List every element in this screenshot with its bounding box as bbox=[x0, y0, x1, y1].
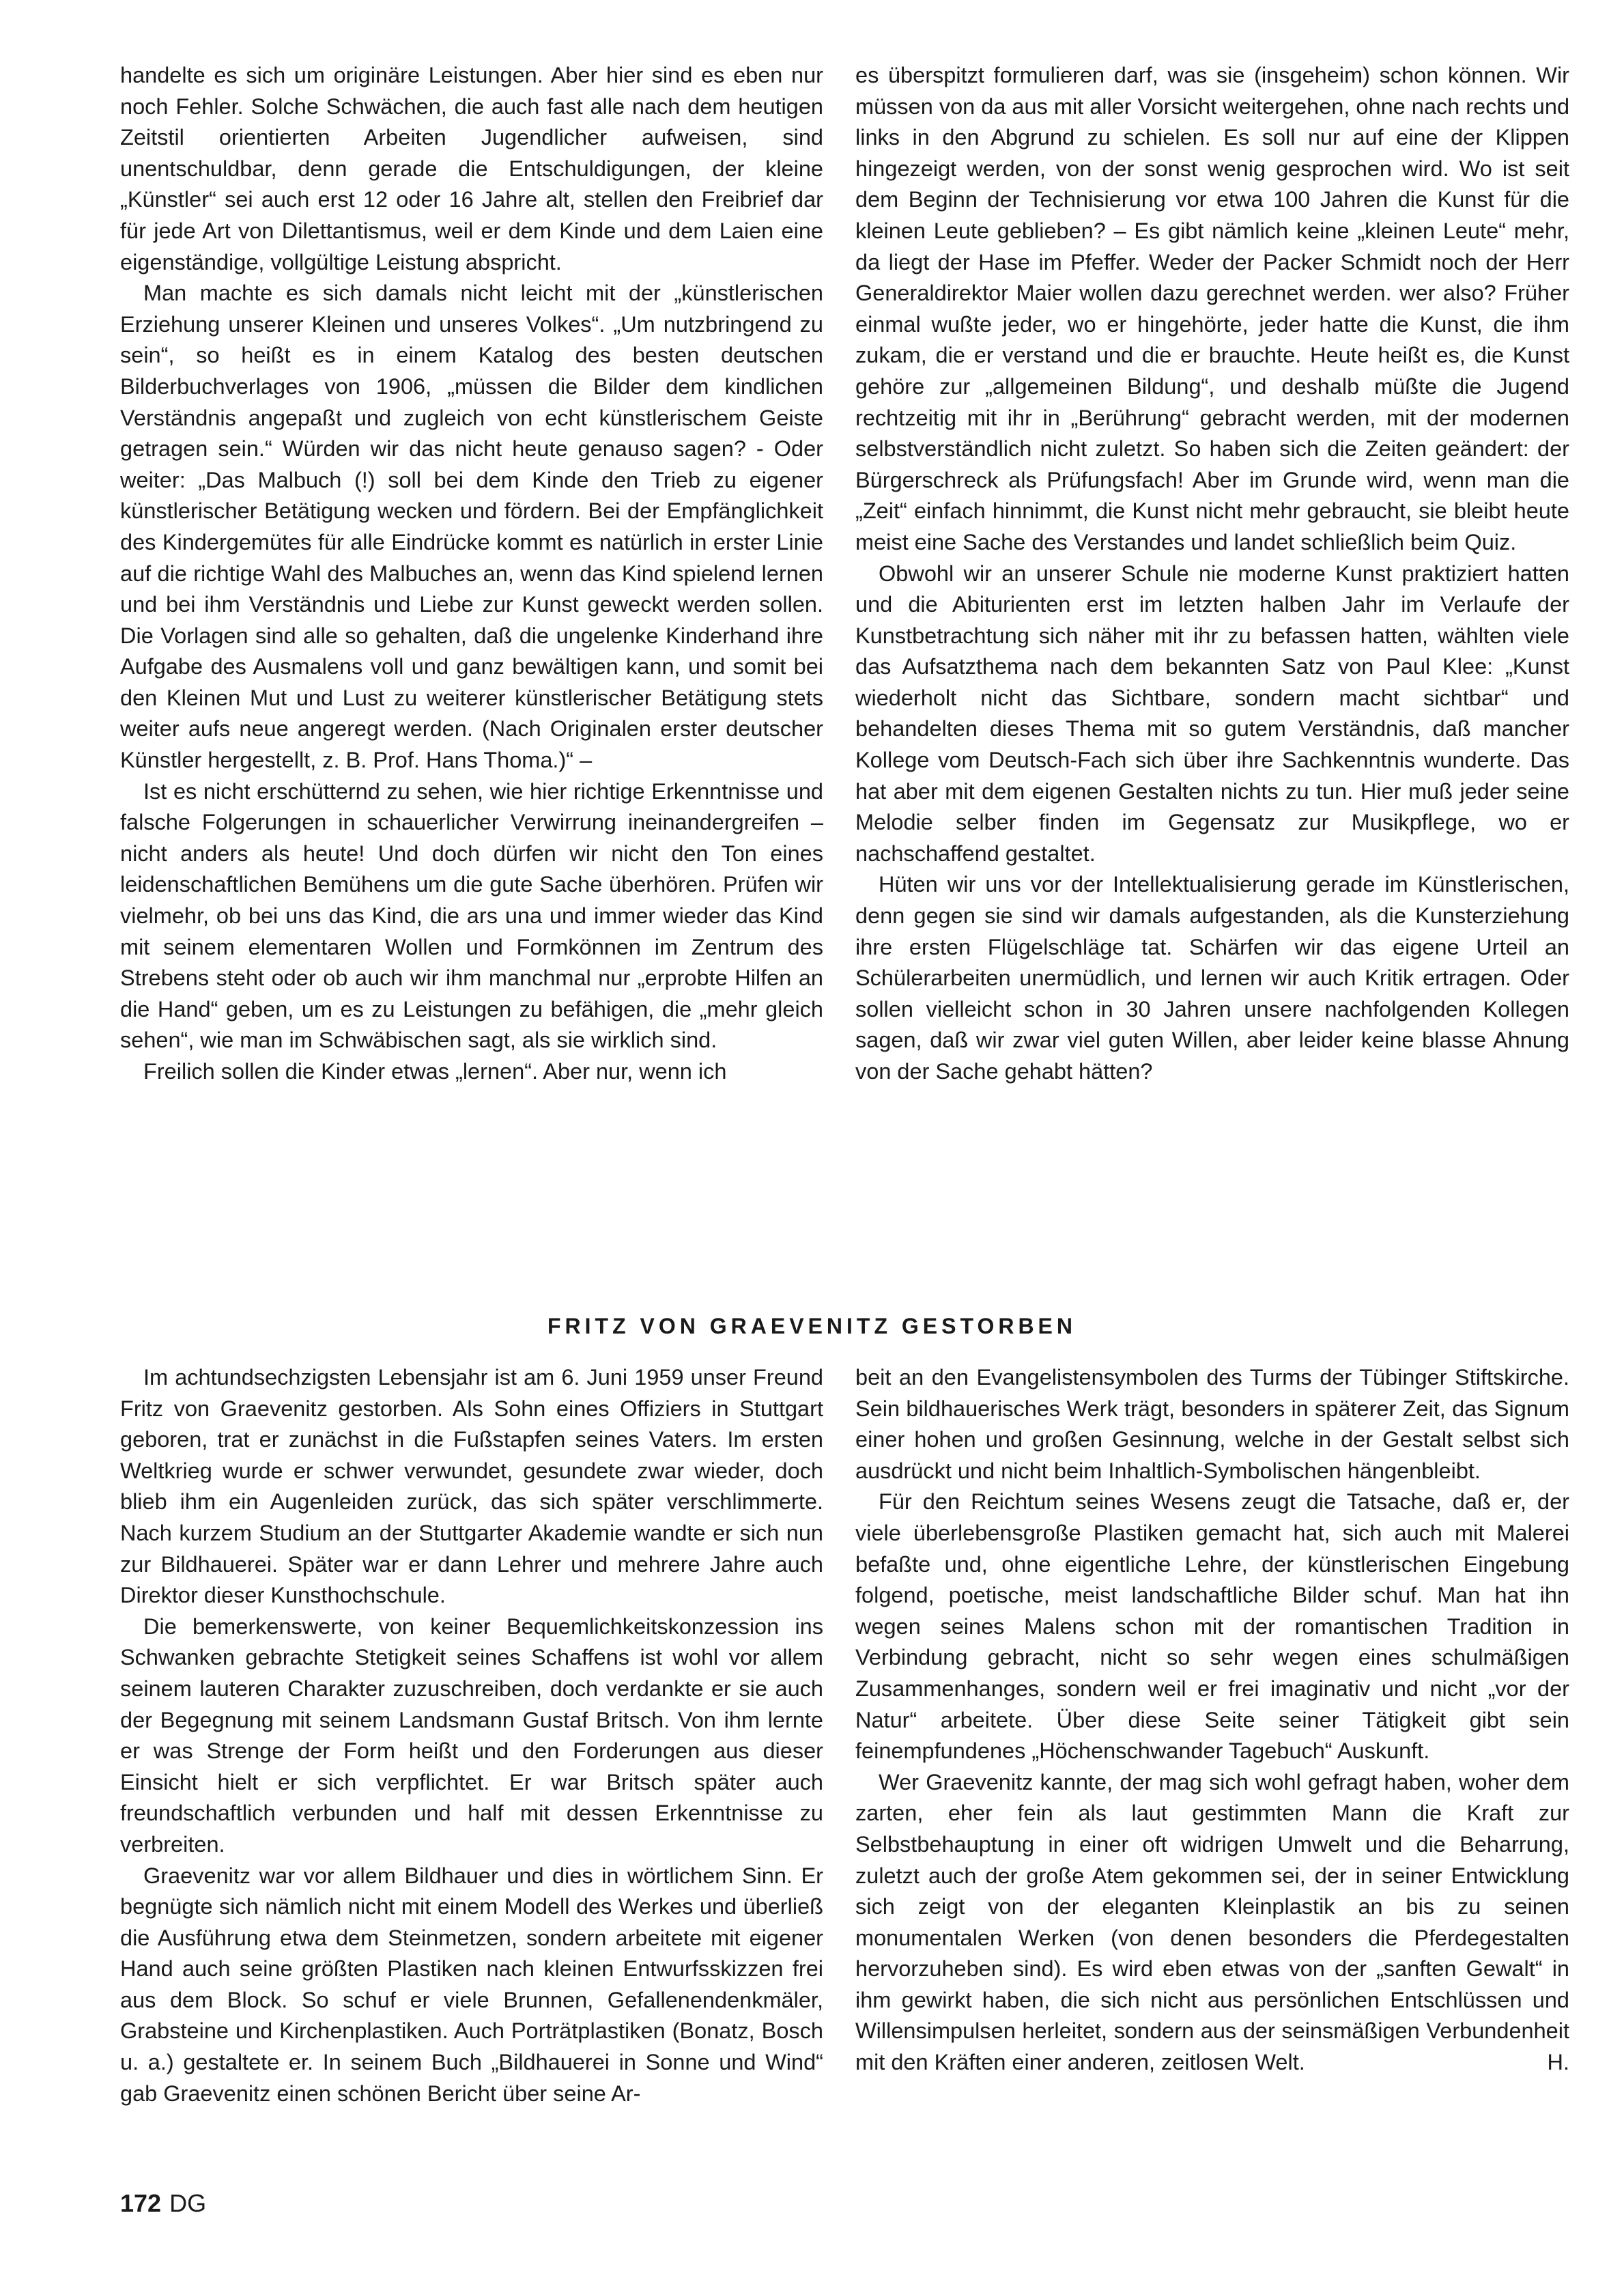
paragraph: Freilich sollen die Kinder etwas „lernen“. Aber nur, wenn ich bbox=[143, 1059, 727, 1084]
paragraph bbox=[855, 1767, 1569, 2079]
article2-right-column bbox=[855, 1362, 1569, 2079]
author-signature: H. bbox=[1547, 2050, 1569, 2075]
page-number: 172 bbox=[120, 2189, 162, 2217]
paragraph: handelte es sich um originäre Leistungen. Aber hier sind es eben nur noch Fehler. Solche Schwächen, die auch fast alle nach dem heutigen Zeitstil orientierten Arbeiten Jugendlicher aufweisen, sind unentschuldbar, denn gerade die Entschuldigungen, der kleine „Künstler“ sei auch erst 12 oder 16 Jahre alt, stellen den Freibrief dar für jede Art von Dilettantismus, weil er dem Kinde und dem Laien eine eigenständige, vollgültige Leistung abspricht. bbox=[120, 63, 823, 274]
paragraph: beit an den Evangelistensymbolen des Turms der Tübinger Stiftskirche. Sein bildhauerisches Werk trägt, besonders in späterer Zeit, das Signum einer hohen und großen Gesinnung, welche in der Gestalt selbst sich ausdrückt und nicht beim Inhaltlich-Symbolischen hängenbleibt. bbox=[855, 1365, 1569, 1483]
paragraph: Für den Reichtum seines Wesens zeugt die Tatsache, daß er, der viele überlebensgroße Plastiken gemacht hat, sich auch mit Malerei befaßte und, ohne eigentliche Lehre, der künstlerischen Eingebung folgend, poetische, meist landschaftliche Bilder schuf. Man hat ihn wegen seines Malens schon mit der romantischen Tradition in Verbindung gebracht, nicht so sehr wegen eines schulmäßigen Zusammenhanges, sondern weil er frei imaginativ und nicht „vor der Natur“ arbeitete. Über diese Seite seiner Tätigkeit gibt sein feinempfundenes „Höchenschwander Tagebuch“ Auskunft. bbox=[855, 1489, 1569, 1764]
paragraph: Graevenitz war vor allem Bildhauer und dies in wörtlichem Sinn. Er begnügte sich nämlich nicht mit einem Modell des Werkes und überließ die Ausführung etwa dem Steinmetzen, sondern arbeitete mit eigener Hand auch seine größten Plastiken nach kleinen Entwurfsskizzen frei aus dem Block. So schuf er viele Brunnen, Gefallenendenkmäler, Grabsteine und Kirchenplastiken. Auch Porträtplastiken (Bonatz, Bosch u. a.) gestaltete er. In seinem Buch „Bildhauerei in Sonne und Wind“ gab Graevenitz einen schönen Bericht über seine Ar- bbox=[120, 1863, 823, 2106]
journal-abbreviation: DG bbox=[169, 2189, 207, 2217]
paragraph: Man machte es sich damals nicht leicht mit der „künstlerischen Erziehung unserer Kleinen und unseres Volkes“. „Um nutzbringend zu sein“, so heißt es in einem Katalog des besten deutschen Bilderbuchverlages von 1906, „müssen die Bilder dem kindlichen Verständnis angepaßt und zugleich von echt künstlerischem Geiste getragen sein.“ Würden wir das nicht heute genauso sagen? - Oder weiter: „Das Malbuch (!) soll bei dem Kinde den Trieb zu eigener künstlerischer Betätigung wecken und fördern. Bei der Empfänglichkeit des Kindergemütes für alle Eindrücke kommt es natürlich in erster Linie auf die richtige Wahl des Malbuches an, wenn das Kind spielend lernen und bei ihm Verständnis und Liebe zur Kunst geweckt werden sollen. Die Vorlagen sind alle so gehalten, daß die ungelenke Kinderhand ihre Aufgabe des Ausmalens voll und ganz bewältigen kann, und somit bei den Kleinen Mut und Lust zu weiterer künstlerischer Betätigung stets weiter aufs neue angeregt werden. (Nach Originalen erster deutscher Künstler hergestellt, z. B. Prof. Hans Thoma.)“ – bbox=[120, 281, 823, 773]
paragraph: Die bemerkenswerte, von keiner Bequemlichkeitskonzession ins Schwanken gebrachte Stetigkeit seines Schaffens ist wohl vor allem seinem lauteren Charakter zuzuschreiben, doch verdankte er sie auch der Begegnung mit seinem Landsmann Gustaf Britsch. Von ihm lernte er was Strenge der Form heißt und den Forderungen aus dieser Einsicht hielt er sich verpflichtet. Er war Britsch später auch freundschaftlich verbunden und half mit dessen Erkenntnisse zu verbreiten. bbox=[120, 1614, 823, 1857]
paragraph: Hüten wir uns vor der Intellektualisierung gerade im Künstlerischen, denn gegen sie sind wir damals aufgestanden, als die Kunsterziehung ihre ersten Flügelschläge tat. Schärfen wir das eigene Urteil an Schülerarbeiten unermüdlich, und lernen wir auch Kritik ertragen. Oder sollen vielleicht schon in 30 Jahren unsere nachfolgenden Kollegen sagen, daß wir zwar viel guten Willen, aber leider keine blasse Ahnung von der Sache gehabt hätten? bbox=[855, 872, 1569, 1084]
article-headline: FRITZ VON GRAEVENITZ GESTORBEN bbox=[547, 1314, 1077, 1338]
paragraph-text: Wer Graevenitz kannte, der mag sich wohl gefragt haben, woher dem zarten, eher fein als laut gestimmten Mann die Kraft zur Selbstbehauptung in einer oft widrigen Umwelt und die Beharrung, zuletzt auch der große Atem gekommen sei, der in seiner Entwicklung sich zeigt von der eleganten Kleinplastik an bis zu seinen monumentalen Werken (von denen besonders die Pferdegestalten hervorzuheben sind). Es wird eben etwas von der „sanften Gewalt“ in ihm gewirkt haben, die sich nicht aus persönlichen Entschlüssen und Willensimpulsen herleitet, sondern aus der seinsmäßigen Verbundenheit mit den Kräften einer anderen, zeitlosen Welt. bbox=[855, 1769, 1569, 2075]
paragraph: Ist es nicht erschütternd zu sehen, wie hier richtige Erkenntnisse und falsche Folgerungen in schauerlicher Verwirrung ineinandergreifen – nicht anders als heute! Und doch dürfen wir nicht den Ton eines leidenschaftlichen Bemühens um die gute Sache überhören. Prüfen wir vielmehr, ob bei uns das Kind, die ars una und immer wieder das Kind mit seinem elementaren Wollen und Formkönnen im Zentrum des Strebens steht oder ob auch wir ihm manchmal nur „erprobte Hilfen an die Hand“ geben, um es zu Leistungen zu befähigen, die „mehr gleich sehen“, wie man im Schwäbischen sagt, als sie wirklich sind. bbox=[120, 778, 823, 1053]
article1-left-column bbox=[120, 60, 823, 1088]
paragraph: Im achtundsechzigsten Lebensjahr ist am 6. Juni 1959 unser Freund Fritz von Graevenitz gestorben. Als Sohn eines Offiziers in Stuttgart geboren, trat er zunächst in die Fußstapfen seines Vaters. Im ersten Weltkrieg wurde er schwer verwundet, gesundete zwar wieder, doch blieb ihm ein Augenleiden zurück, das sich später verschlimmerte. Nach kurzem Studium an der Stuttgarter Akademie wandte er sich nun zur Bildhauerei. Später war er dann Lehrer und mehrere Jahre auch Direktor dieser Kunsthochschule. bbox=[120, 1365, 823, 1608]
page-footer bbox=[120, 2189, 206, 2218]
paragraph: es überspitzt formulieren darf, was sie (insgeheim) schon können. Wir müssen von da aus mit aller Vorsicht weitergehen, ohne nach rechts und links in den Abgrund zu schielen. Es soll nur auf eine der Klippen hingezeigt werden, von der sonst wenig gesprochen wird. Wo ist seit dem Beginn der Technisierung vor etwa 100 Jahren die Kunst für die kleinen Leute geblieben? – Es gibt nämlich keine „kleinen Leute“ mehr, da liegt der Hase im Pfeffer. Weder der Packer Schmidt noch der Herr Generaldirektor Maier wollen dazu gerechnet werden. wer also? Früher einmal wußte jeder, wo er hingehörte, jeder hatte die Kunst, die ihm zukam, die er verstand und die er brauchte. Heute heißt es, die Kunst gehöre zur „allgemeinen Bildung“, und deshalb müßte die Jugend rechtzeitig mit ihr in „Berührung“ gebracht werden, mit der modernen selbstverständlich nicht zuletzt. So haben sich die Zeiten geändert: der Bürgerschreck als Prüfungsfach! Aber im Grunde wird, wenn man die „Zeit“ einfach hinnimmt, die Kunst nicht mehr gebraucht, sie bleibt heute meist eine Sache des Verstandes und landet schließlich beim Quiz. bbox=[855, 63, 1570, 554]
article2-left-column bbox=[120, 1362, 823, 2109]
paragraph: Obwohl wir an unserer Schule nie moderne Kunst praktiziert hatten und die Abiturienten erst im letzten halben Jahr im Verlaufe der Kunstbetrachtung sich näher mit ihr zu befassen hatten, wählten viele das Aufsatzthema nach dem bekannten Satz von Paul Klee: „Kunst wiederholt nicht das Sichtbare, sondern macht sichtbar“ und behandelten dieses Thema mit so gutem Verständnis, daß mancher Kollege vom Deutsch-Fach sich über ihre Sachkenntnis wunderte. Das hat aber mit dem eigenen Gestalten nichts zu tun. Hier muß jeder seine Melodie selber finden im Gegensatz zur Musikpflege, wo er nachschaffend gestaltet. bbox=[855, 561, 1569, 866]
article1-right-column bbox=[855, 60, 1569, 1088]
